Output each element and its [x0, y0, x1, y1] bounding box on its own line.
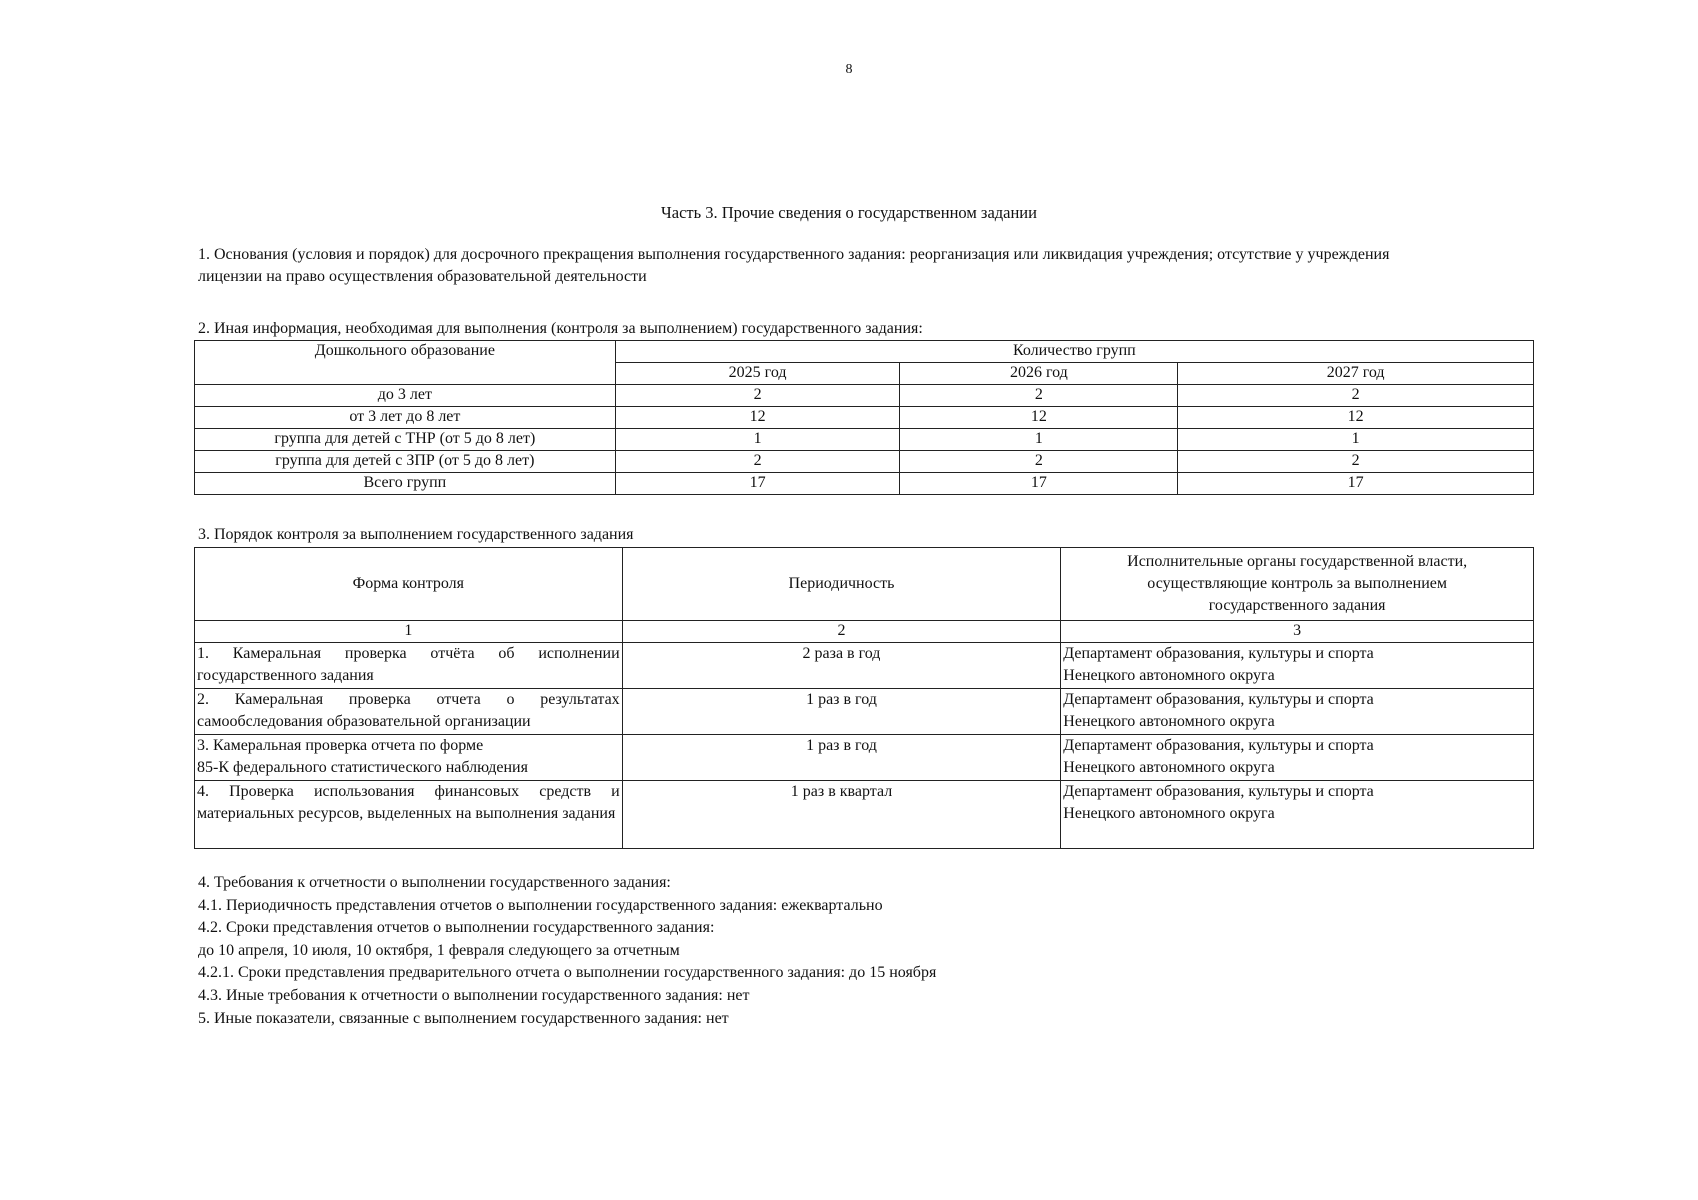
control-org	[1061, 689, 1534, 735]
row-label: группа для детей с ТНР (от 5 до 8 лет)	[195, 429, 616, 451]
org-line: Департамент образования, культуры и спорта	[1063, 691, 1374, 708]
row-label: до 3 лет	[195, 385, 616, 407]
reporting-line: до 10 апреля, 10 июля, 10 октября, 1 февраля следующего за отчетным	[198, 941, 680, 959]
table-row	[195, 429, 1534, 451]
row-label: от 3 лет до 8 лет	[195, 407, 616, 429]
section-4-reporting	[198, 872, 1538, 1030]
cell-value: 2	[615, 451, 900, 473]
control-period: 1 раз в год	[622, 735, 1061, 781]
org-line: Ненецкого автономного округа	[1063, 713, 1275, 730]
cell-value: 12	[615, 407, 900, 429]
control-form: 4. Проверка использования финансовых средств и материальных ресурсов, выделенных на выполнения задания	[195, 781, 623, 849]
control-period: 1 раз в год	[622, 689, 1061, 735]
cell-value: 12	[1178, 407, 1534, 429]
cell-value: 2	[900, 385, 1178, 407]
table-row	[195, 385, 1534, 407]
control-period: 2 раза в год	[622, 643, 1061, 689]
control-form: 2. Камеральная проверка отчета о результатах самообследования образовательной организации	[195, 689, 623, 735]
row-label: Всего групп	[195, 473, 616, 495]
cell-value: 1	[1178, 429, 1534, 451]
reporting-line: 4.3. Иные требования к отчетности о выполнении государственного задания: нет	[198, 986, 750, 1004]
reporting-line: 5. Иные показатели, связанные с выполнением государственного задания: нет	[198, 1009, 729, 1027]
control-form	[195, 735, 623, 781]
control-table-number-row	[195, 621, 1534, 643]
page-number: 8	[845, 62, 853, 77]
control-period: 1 раз в квартал	[622, 781, 1061, 849]
table-row	[195, 735, 1534, 781]
cell-value: 17	[615, 473, 900, 495]
table-row	[195, 407, 1534, 429]
grounds-line-2: лицензии на право осуществления образовательной деятельности	[198, 268, 647, 285]
table-row	[195, 689, 1534, 735]
section-1-grounds	[198, 244, 1538, 288]
header-form: Форма контроля	[195, 548, 623, 621]
cell-value: 2	[615, 385, 900, 407]
section-3-caption: 3. Порядок контроля за выполнением государственного задания	[198, 526, 634, 543]
control-org	[1061, 781, 1534, 849]
control-org	[1061, 643, 1534, 689]
control-table-header-row	[195, 548, 1534, 621]
cell-value: 17	[900, 473, 1178, 495]
cell-value: 1	[900, 429, 1178, 451]
col-number: 1	[195, 621, 623, 643]
table-row-total	[195, 473, 1534, 495]
grounds-line-1: 1. Основания (условия и порядок) для досрочного прекращения выполнения государственного задания: реорганизация или ликвидация учреждения; отсутствие у учреждения	[198, 246, 1390, 263]
cell-value: 2	[1178, 451, 1534, 473]
groups-table-header-row	[195, 341, 1534, 363]
groups-table	[194, 340, 1534, 495]
part-title: Часть 3. Прочие сведения о государственном задании	[661, 203, 1037, 222]
cell-value: 2	[900, 451, 1178, 473]
reporting-line: 4.1. Периодичность представления отчетов о выполнении государственного задания: ежеквартально	[198, 896, 883, 914]
table-row	[195, 781, 1534, 849]
row-label: группа для детей с ЗПР (от 5 до 8 лет)	[195, 451, 616, 473]
table-row	[195, 643, 1534, 689]
reporting-line: 4. Требования к отчетности о выполнении государственного задания:	[198, 874, 671, 891]
control-org	[1061, 735, 1534, 781]
groups-header-label: Дошкольного образование	[195, 341, 616, 385]
form-line: 85-К федерального статистического наблюдения	[197, 759, 528, 776]
cell-value: 12	[900, 407, 1178, 429]
header-period: Периодичность	[622, 548, 1061, 621]
cell-value: 17	[1178, 473, 1534, 495]
org-line: Ненецкого автономного округа	[1063, 759, 1275, 776]
reporting-line: 4.2. Сроки представления отчетов о выполнении государственного задания:	[198, 919, 715, 937]
year-2025-header: 2025 год	[615, 363, 900, 385]
cell-value: 1	[615, 429, 900, 451]
header-org: Исполнительные органы государственной власти, осуществляющие контроль за выполнением государственного задания	[1061, 548, 1534, 621]
org-line: Департамент образования, культуры и спорта	[1063, 645, 1374, 662]
table-row	[195, 451, 1534, 473]
cell-value: 2	[1178, 385, 1534, 407]
col-number: 2	[622, 621, 1061, 643]
control-form: 1. Камеральная проверка отчёта об исполнении государственного задания	[195, 643, 623, 689]
section-2-caption: 2. Иная информация, необходимая для выполнения (контроля за выполнением) государственного задания:	[198, 320, 923, 337]
groups-header-count: Количество групп	[615, 341, 1533, 363]
control-table	[194, 547, 1534, 849]
reporting-line: 4.2.1. Сроки представления предварительного отчета о выполнении государственного задания: до 15 ноября	[198, 964, 937, 982]
col-number: 3	[1061, 621, 1534, 643]
org-line: Ненецкого автономного округа	[1063, 667, 1275, 684]
year-2026-header: 2026 год	[900, 363, 1178, 385]
org-line: Департамент образования, культуры и спорта	[1063, 737, 1374, 754]
form-line: 3. Камеральная проверка отчета по форме	[197, 737, 484, 754]
year-2027-header: 2027 год	[1178, 363, 1534, 385]
org-line: Департамент образования, культуры и спорта	[1063, 783, 1374, 800]
org-line: Ненецкого автономного округа	[1063, 805, 1275, 822]
